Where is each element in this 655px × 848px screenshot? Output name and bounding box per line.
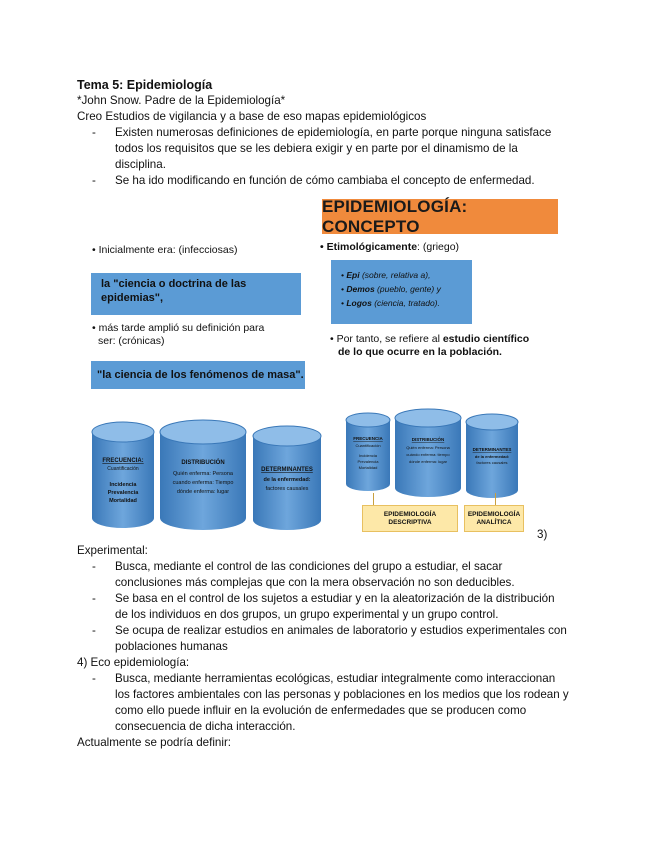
eco-bullet-line1: Busca, mediante herramientas ecológicas, estudiar integralmente como interaccionan — [115, 672, 556, 685]
exp-bullet1-line1: Busca, mediante el control de las condiciones del grupo a estudiar, el sacar — [115, 560, 503, 573]
cyl6-line: factores causales — [476, 460, 508, 465]
experimental-heading: Experimental: — [77, 544, 148, 557]
bullet1-line2: todos los requisitos que se les debiera exigir y en parte por el dinamismo de la — [115, 142, 518, 155]
cyl1-line: Mortalidad — [109, 498, 137, 504]
cyl5-title: DISTRIBUCIÓN — [411, 437, 445, 442]
right-cylinders-figure — [340, 406, 525, 506]
cylinder-determinantes — [253, 426, 321, 530]
slide-left-box2: "la ciencia de los fenómenos de masa". — [91, 361, 305, 389]
cyl2-line: dónde enferma: lugar — [176, 489, 230, 495]
eco-bullet-line2: los factores ambientales con las personas y poblaciones en los medios que los rodean y — [115, 688, 569, 701]
cyl6-line: de la enfermedad: — [474, 454, 510, 459]
slide-left-bullet2-line2: ser: (crónicas) — [98, 335, 165, 347]
slide-right-box — [331, 260, 472, 324]
cyl1-line: Incidencia — [109, 482, 137, 488]
exp-bullet1-line2: conclusiones más complejas que con la mera observación no son deducibles. — [115, 576, 515, 589]
cyl1-sub: Cuantificación — [107, 466, 139, 472]
slide-banner: EPIDEMIOLOGÍA: CONCEPTO — [322, 199, 558, 234]
document-title: Tema 5: Epidemiología — [77, 78, 213, 92]
cyl5-line: cuándo enferma: tiempo — [406, 452, 450, 457]
cyl4-title: FRECUENCIA — [353, 436, 383, 441]
cyl5-line: Quién enferma: Persona — [406, 445, 450, 450]
cyl5-line: dónde enferma: lugar — [408, 459, 448, 464]
cyl4-line: Incidencia — [358, 453, 378, 458]
slide-left-box1 — [91, 273, 301, 315]
slide-left-box1-line2: epidemias", — [101, 292, 164, 304]
intro-line: Creo Estudios de vigilancia y a base de eso mapas epidemiológicos — [77, 110, 427, 123]
connector-line — [495, 493, 496, 505]
closing-line: Actualmente se podría definir: — [77, 736, 232, 749]
etymology-item: • Demos (pueblo, gente) y — [341, 284, 441, 294]
cyl2-line: cuando enferma: Tiempo — [172, 480, 234, 486]
bullet-dash: - — [92, 126, 96, 139]
section-marker: 3) — [537, 528, 548, 541]
left-cylinders-figure — [88, 418, 328, 538]
etymology-item: • Epi (sobre, relativa a), — [341, 270, 431, 280]
bullet-dash: - — [92, 592, 96, 605]
exp-bullet2-line1: Se basa en el control de los sujetos a estudiar y en la aleatorización de la distribución — [115, 592, 555, 605]
exp-bullet3-line2: poblaciones humanas — [115, 640, 228, 653]
eco-bullet-line4: consecuencia de dicha interacción. — [115, 720, 296, 733]
epi-analitica-box: EPIDEMIOLOGÍA ANALÍTICA — [464, 505, 524, 532]
cyl4-line: Mortalidad — [358, 465, 378, 470]
connector-line — [373, 493, 374, 505]
eco-heading: 4) Eco epidemiología: — [77, 656, 190, 669]
etymology-item: • Logos (ciencia, tratado). — [341, 298, 440, 308]
cyl1-line: Prevalencia — [107, 490, 139, 496]
cyl4-line: Cuantificación — [355, 443, 381, 448]
slide-right-bullet2-line1: • Por tanto, se refiere al estudio científico — [330, 333, 530, 345]
bullet-dash: - — [92, 174, 96, 187]
cyl3-line: de la enfermedad: — [263, 477, 311, 483]
slide-right-bullet1: • Etimológicamente: (griego) — [320, 241, 460, 253]
epi-descriptiva-box: EPIDEMIOLOGÍA DESCRIPTIVA — [362, 505, 458, 532]
cyl6-title: DETERMINANTES — [472, 447, 512, 452]
exp-bullet2-line2: de los individuos en dos grupos, un grupo experimental y un grupo control. — [115, 608, 499, 621]
cylinder-determinantes-small — [466, 414, 518, 498]
cylinder-distribucion — [160, 420, 246, 530]
etymology-list — [331, 260, 472, 310]
bullet2-line1: Se ha ido modificando en función de cómo cambiaba el concepto de enfermedad. — [115, 174, 535, 187]
bullet1-line1: Existen numerosas definiciones de epidemiología, en parte porque ninguna satisface — [115, 126, 552, 139]
cyl2-title: DISTRIBUCIÓN — [181, 460, 225, 466]
cylinder-frecuencia-small — [346, 413, 390, 491]
cyl4-line: Prevalencia — [357, 459, 379, 464]
eco-bullet-line3: como ello puede influir en la evolución de enfermedades que se producen como — [115, 704, 527, 717]
bullet-dash: - — [92, 672, 96, 685]
slide-left-bullet2-line1: • más tarde amplió su definición para — [92, 322, 265, 334]
john-snow-quote: *John Snow. Padre de la Epidemiología* — [77, 94, 286, 107]
slide-left-box1-line1: la "ciencia o doctrina de las — [101, 278, 247, 290]
bullet-dash: - — [92, 624, 96, 637]
slide-left-bullet1: • Inicialmente era: (infecciosas) — [92, 244, 238, 256]
cyl2-line: Quién enferma: Persona — [173, 471, 233, 477]
bullet-dash: - — [92, 560, 96, 573]
exp-bullet3-line1: Se ocupa de realizar estudios en animales de laboratorio y estudios experimentales con — [115, 624, 567, 637]
cyl3-line: factores causales — [265, 486, 309, 492]
cyl1-title: FRECUENCIA: — [102, 458, 144, 464]
cylinder-distribucion-small — [395, 409, 461, 497]
cyl3-title: DETERMINANTES — [261, 467, 313, 473]
bullet1-line3: disciplina. — [115, 158, 166, 171]
cylinder-frecuencia — [92, 422, 154, 528]
slide-right-bullet2-line2: de lo que ocurre en la población. — [338, 346, 502, 358]
